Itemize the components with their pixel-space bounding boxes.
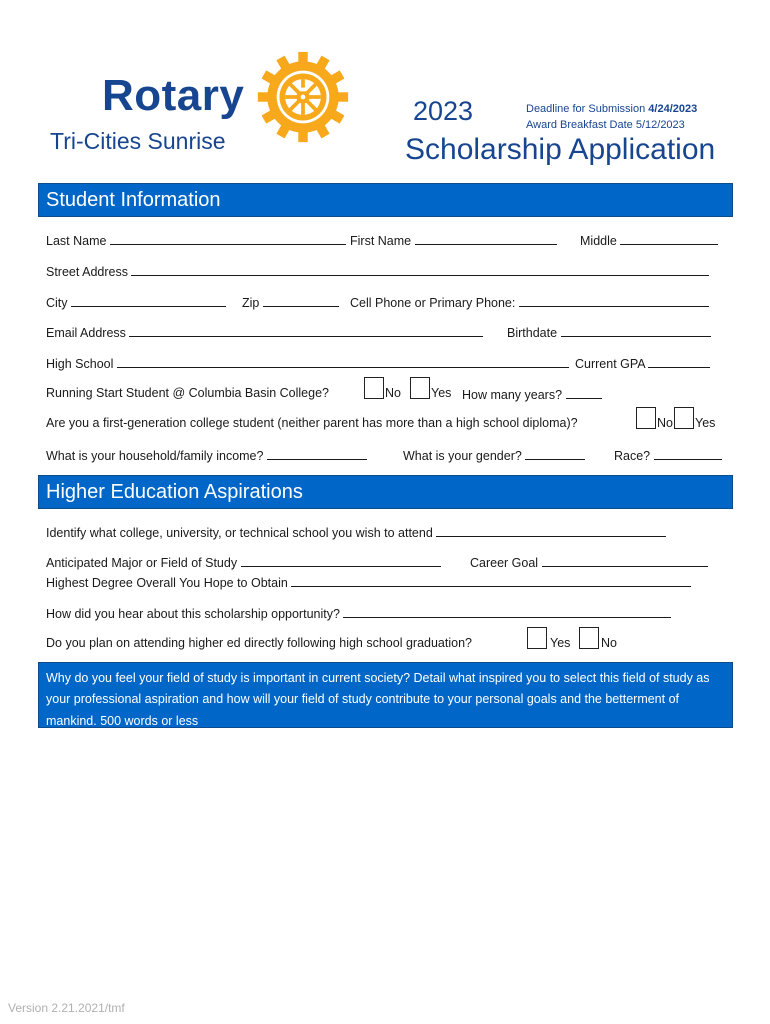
birthdate-field[interactable] (561, 325, 711, 337)
major-field[interactable] (241, 555, 441, 567)
first-gen-no-checkbox[interactable] (636, 407, 656, 429)
first-gen-yes-checkbox[interactable] (674, 407, 694, 429)
college-field[interactable] (436, 525, 666, 537)
essay-prompt: Why do you feel your field of study is important in current society? Detail what inspired you to select this field of study as your professional aspiration and how will your field of study contribute to your personal goals and the betterment of mankind. 500 words or less (38, 662, 733, 728)
student-info-header (38, 183, 733, 217)
deadline-info (526, 102, 697, 134)
logo-wordmark: Rotary (102, 71, 245, 120)
city-field[interactable] (71, 295, 226, 307)
degree-field[interactable] (291, 575, 691, 587)
gender-field[interactable] (525, 448, 585, 460)
zip-field[interactable] (263, 295, 339, 307)
race-field[interactable] (654, 448, 722, 460)
higher-ed-header (38, 475, 733, 509)
rotary-wheel-icon (256, 50, 350, 144)
logo-subtitle: Tri-Cities Sunrise (50, 128, 226, 154)
hear-about-field[interactable] (343, 606, 671, 618)
rotary-logo (48, 48, 350, 160)
gpa-field[interactable] (648, 356, 710, 368)
page-title: Scholarship Application (405, 133, 716, 166)
deadline-date: 4/24/2023 (648, 103, 698, 115)
breakfast-line: Award Breakfast Date 5/12/2023 (526, 118, 685, 131)
years-field[interactable] (566, 387, 602, 399)
section-title: Student Information (46, 189, 221, 211)
phone-field[interactable] (519, 295, 709, 307)
career-goal-field[interactable] (542, 555, 708, 567)
section-title: Higher Education Aspirations (46, 481, 303, 503)
middle-name-field[interactable] (620, 233, 718, 245)
attending-no-checkbox[interactable] (579, 627, 599, 649)
version-label: Version 2.21.2021/tmf (8, 1001, 125, 1015)
street-address-field[interactable] (131, 264, 709, 276)
attending-yes-checkbox[interactable] (527, 627, 547, 649)
email-field[interactable] (129, 325, 483, 337)
last-name-field[interactable] (110, 233, 346, 245)
high-school-field[interactable] (117, 356, 569, 368)
income-field[interactable] (267, 448, 367, 460)
deadline-line: Deadline for Submission 4/24/2023 (526, 103, 698, 115)
first-name-field[interactable] (415, 233, 557, 245)
running-start-no-checkbox[interactable] (364, 377, 384, 399)
running-start-yes-checkbox[interactable] (410, 377, 430, 399)
application-year: 2023 (413, 96, 474, 126)
